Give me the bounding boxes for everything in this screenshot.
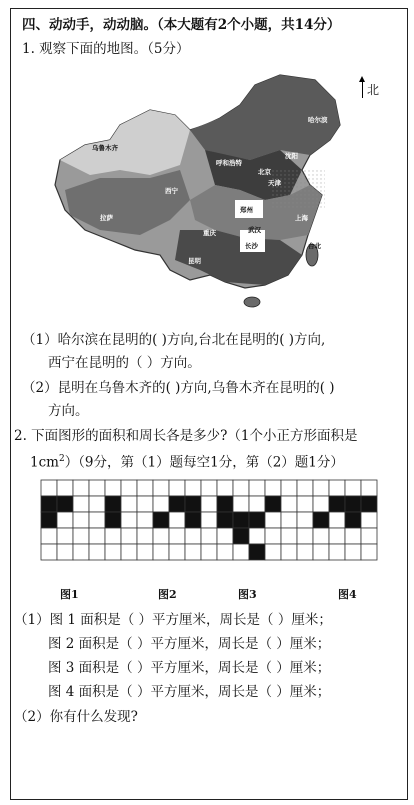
answer-line-1: （1）图 1 面积是（ ）平方厘米，周长是（ ）厘米； bbox=[14, 612, 332, 628]
grid-cell bbox=[201, 512, 217, 528]
grid-cell bbox=[169, 512, 185, 528]
north-arrow-icon bbox=[362, 78, 363, 98]
china-map bbox=[40, 70, 350, 315]
north-label: 北 bbox=[367, 83, 380, 97]
shaded-cell bbox=[57, 496, 73, 512]
map-label: 昆明 bbox=[188, 257, 201, 265]
grid-cell bbox=[345, 480, 361, 496]
grid-cell bbox=[201, 480, 217, 496]
grid-cell bbox=[105, 480, 121, 496]
shaded-cell bbox=[169, 496, 185, 512]
grid-cell bbox=[153, 528, 169, 544]
grid-cell bbox=[73, 544, 89, 560]
grid-cell bbox=[121, 528, 137, 544]
grid-cell bbox=[169, 480, 185, 496]
grid-cell bbox=[105, 544, 121, 560]
grid-cell bbox=[41, 544, 57, 560]
grid-cell bbox=[121, 480, 137, 496]
grid-cell bbox=[89, 496, 105, 512]
grid-cell bbox=[73, 496, 89, 512]
grid-cell bbox=[297, 544, 313, 560]
map-label: 重庆 bbox=[203, 229, 216, 237]
grid-cell bbox=[361, 544, 377, 560]
section-title: 四、动动手，动动脑。（本大题有2个小题，共14分） bbox=[22, 17, 341, 33]
grid-cell bbox=[233, 544, 249, 560]
grid-cell bbox=[297, 496, 313, 512]
shaded-cell bbox=[329, 496, 345, 512]
grid-cell bbox=[185, 544, 201, 560]
figure-4-label: 图4 bbox=[338, 588, 357, 601]
shaded-cell bbox=[233, 512, 249, 528]
shaded-cell bbox=[233, 528, 249, 544]
grid-cell bbox=[217, 544, 233, 560]
grid-cell bbox=[329, 480, 345, 496]
shaded-cell bbox=[249, 544, 265, 560]
area-grid bbox=[40, 479, 380, 579]
grid-cell bbox=[201, 528, 217, 544]
question-1-title: 1. 观察下面的地图。（5分） bbox=[22, 41, 190, 57]
shaded-cell bbox=[249, 512, 265, 528]
grid-cell bbox=[137, 528, 153, 544]
grid-cell bbox=[233, 480, 249, 496]
map-label: 拉萨 bbox=[100, 214, 113, 222]
grid-cell bbox=[297, 480, 313, 496]
question-2-title-line1: 2. 下面图形的面积和周长各是多少?（1个小正方形面积是 bbox=[14, 428, 358, 444]
grid-cell bbox=[265, 512, 281, 528]
grid-cell bbox=[265, 544, 281, 560]
map-label: 乌鲁木齐 bbox=[92, 144, 118, 152]
grid-cell bbox=[281, 480, 297, 496]
grid-cell bbox=[169, 528, 185, 544]
grid-cell bbox=[73, 480, 89, 496]
shaded-cell bbox=[217, 512, 233, 528]
grid-cell bbox=[57, 528, 73, 544]
grid-cell bbox=[329, 528, 345, 544]
grid-cell bbox=[89, 480, 105, 496]
grid-cell bbox=[201, 496, 217, 512]
grid-cell bbox=[281, 496, 297, 512]
grid-cell bbox=[121, 496, 137, 512]
grid-cell bbox=[281, 544, 297, 560]
shaded-cell bbox=[41, 496, 57, 512]
grid-cell bbox=[281, 528, 297, 544]
question-2-title-line2 bbox=[30, 450, 344, 472]
grid-cell bbox=[313, 528, 329, 544]
unit-superscript: 2 bbox=[58, 454, 65, 464]
grid-cell bbox=[169, 544, 185, 560]
grid-cell bbox=[153, 544, 169, 560]
grid-cell bbox=[281, 512, 297, 528]
map-label: 郑州 bbox=[240, 206, 253, 214]
shaded-cell bbox=[313, 512, 329, 528]
grid-cell bbox=[121, 512, 137, 528]
answer-line-3: 图 3 面积是（ ）平方厘米，周长是（ ）厘米； bbox=[48, 660, 331, 676]
map-label: 哈尔滨 bbox=[308, 116, 328, 124]
grid-cell bbox=[345, 528, 361, 544]
grid-cell bbox=[249, 496, 265, 512]
grid-cell bbox=[57, 544, 73, 560]
shaded-cell bbox=[217, 496, 233, 512]
grid-cell bbox=[217, 480, 233, 496]
grid-cell bbox=[41, 480, 57, 496]
map-label: 沈阳 bbox=[285, 152, 298, 160]
grid-cell bbox=[313, 544, 329, 560]
answer-line-2: 图 2 面积是（ ）平方厘米，周长是（ ）厘米； bbox=[48, 636, 331, 652]
shaded-cell bbox=[361, 496, 377, 512]
grid-cell bbox=[73, 528, 89, 544]
shaded-cell bbox=[41, 512, 57, 528]
figure-1-label: 图1 bbox=[60, 588, 79, 601]
grid-cell bbox=[89, 528, 105, 544]
q1-sub1-line1: （1）哈尔滨在昆明的( )方向,台北在昆明的( )方向, bbox=[22, 332, 326, 348]
shaded-cell bbox=[105, 512, 121, 528]
grid-cell bbox=[89, 544, 105, 560]
grid-cell bbox=[297, 528, 313, 544]
unit-text: 1cm bbox=[30, 454, 59, 471]
grid-cell bbox=[57, 512, 73, 528]
figure-2-label: 图2 bbox=[158, 588, 177, 601]
grid-cell bbox=[137, 512, 153, 528]
grid-cell bbox=[233, 496, 249, 512]
grid-cell bbox=[185, 528, 201, 544]
grid-cell bbox=[265, 480, 281, 496]
q1-sub2-line1: （2）昆明在乌鲁木齐的( )方向,乌鲁木齐在昆明的( ) bbox=[22, 380, 335, 396]
q2-sub2: （2）你有什么发现? bbox=[14, 709, 138, 725]
grid-cell bbox=[361, 512, 377, 528]
grid-cell bbox=[105, 528, 121, 544]
grid-cell bbox=[361, 480, 377, 496]
grid-cell bbox=[153, 496, 169, 512]
shaded-cell bbox=[345, 496, 361, 512]
grid-cell bbox=[217, 528, 233, 544]
q1-sub1-line2: 西宁在昆明的（ ）方向。 bbox=[48, 355, 201, 371]
grid-cell bbox=[137, 496, 153, 512]
grid-cell bbox=[361, 528, 377, 544]
grid-cell bbox=[329, 512, 345, 528]
grid-cell bbox=[329, 544, 345, 560]
shaded-cell bbox=[265, 496, 281, 512]
figure-3-label: 图3 bbox=[238, 588, 257, 601]
grid-cell bbox=[249, 528, 265, 544]
grid-cell bbox=[121, 544, 137, 560]
shaded-cell bbox=[105, 496, 121, 512]
map-label: 呼和浩特 bbox=[216, 159, 242, 167]
map-label: 西宁 bbox=[165, 187, 178, 195]
grid-cell bbox=[57, 480, 73, 496]
map-label: 上海 bbox=[295, 214, 308, 222]
grid-cell bbox=[313, 480, 329, 496]
map-label: 天津 bbox=[268, 179, 281, 187]
grid-cell bbox=[137, 480, 153, 496]
map-label: 北京 bbox=[258, 168, 271, 176]
grid-cell bbox=[249, 480, 265, 496]
grid-cell bbox=[345, 544, 361, 560]
map-label: 台北 bbox=[308, 242, 321, 250]
answer-line-4: 图 4 面积是（ ）平方厘米，周长是（ ）厘米； bbox=[48, 684, 331, 700]
shaded-cell bbox=[185, 512, 201, 528]
grid-cell bbox=[265, 528, 281, 544]
grid-cell bbox=[153, 480, 169, 496]
grid-cell bbox=[41, 528, 57, 544]
grid-cell bbox=[313, 496, 329, 512]
points-text: ）（9分，第（1）题每空1分，第（2）题1分） bbox=[64, 454, 344, 471]
grid-cell bbox=[137, 544, 153, 560]
map-label: 长沙 bbox=[245, 242, 258, 250]
grid-cell bbox=[73, 512, 89, 528]
grid-cell bbox=[185, 480, 201, 496]
grid-cell bbox=[201, 544, 217, 560]
shaded-cell bbox=[345, 512, 361, 528]
shaded-cell bbox=[185, 496, 201, 512]
q1-sub2-line2: 方向。 bbox=[48, 403, 89, 419]
grid-cell bbox=[297, 512, 313, 528]
shaded-cell bbox=[153, 512, 169, 528]
grid-cell bbox=[89, 512, 105, 528]
map-label: 武汉 bbox=[248, 226, 261, 234]
